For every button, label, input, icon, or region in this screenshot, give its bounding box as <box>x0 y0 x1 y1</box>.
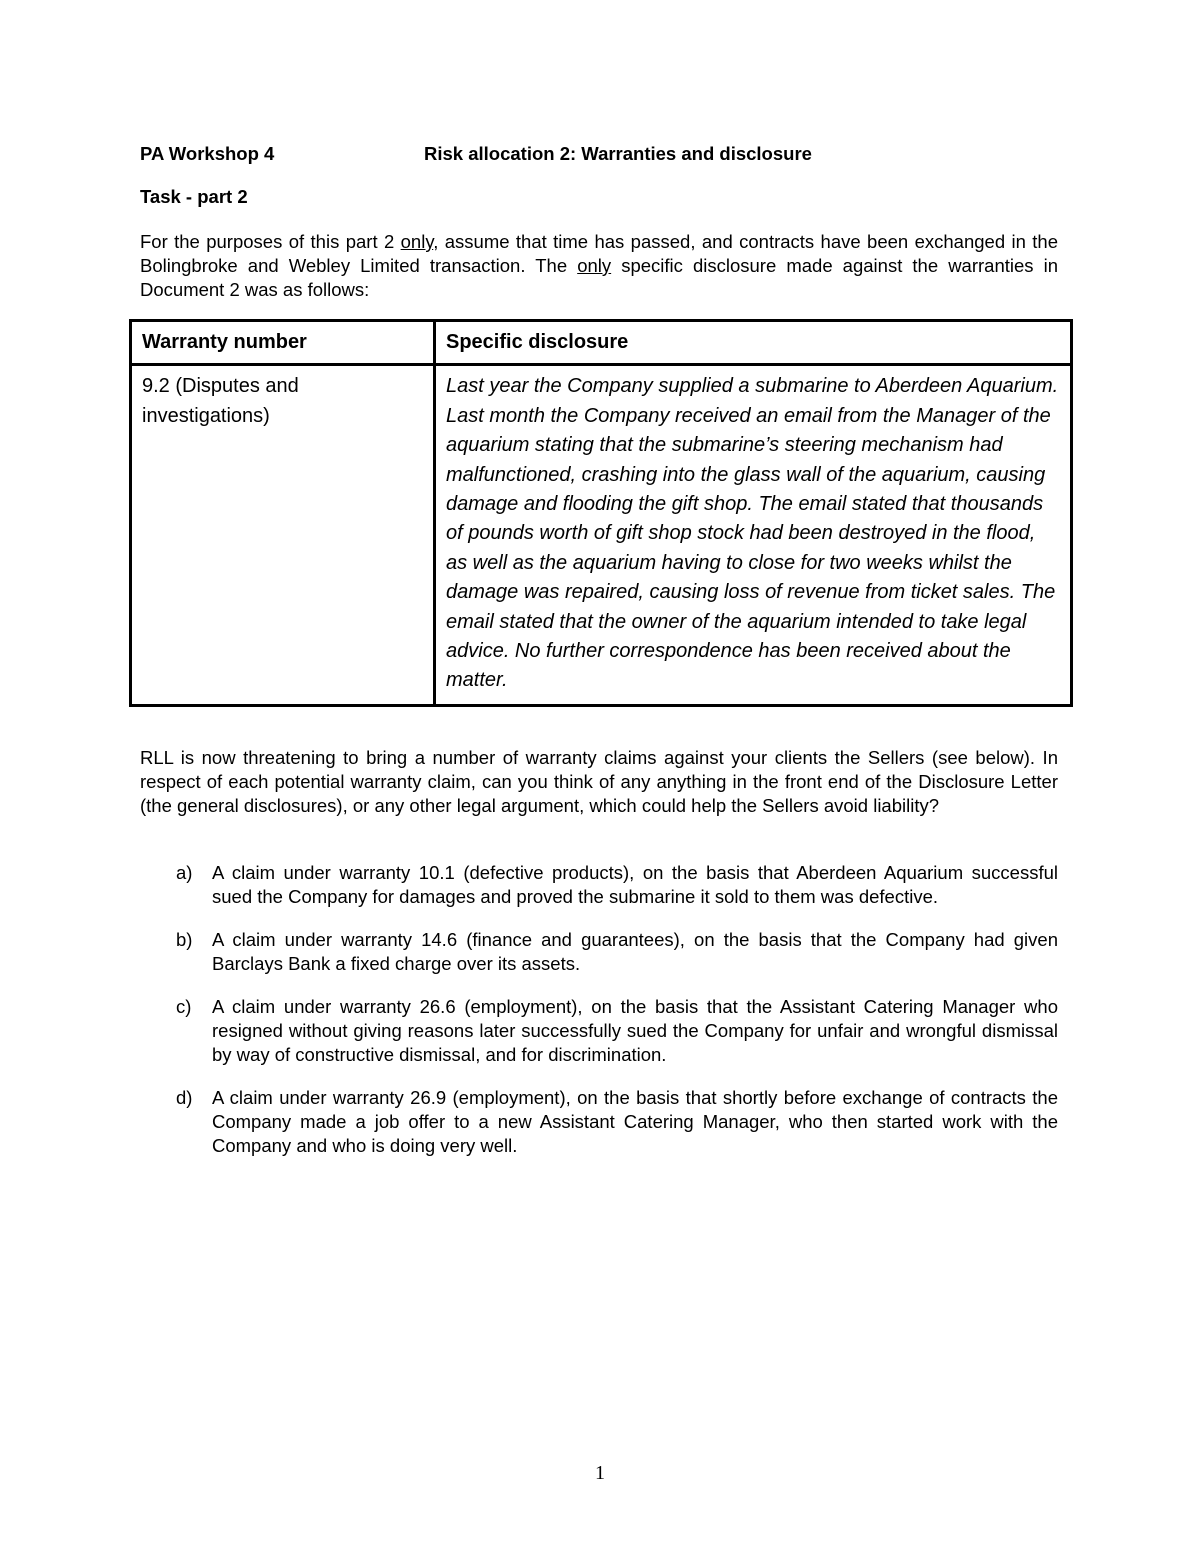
column-header-specific-disclosure: Specific disclosure <box>435 321 1072 365</box>
claims-list <box>140 861 1058 1177</box>
list-item-text: A claim under warranty 26.9 (employment), on the basis that shortly before exchange of contracts the Company made a job offer to a new Assistant Catering Manager, who then started work with the Company and who is doing very well. <box>212 1087 1058 1156</box>
list-item <box>140 1086 1058 1158</box>
disclosure-table <box>129 319 1073 707</box>
list-item-text: A claim under warranty 14.6 (finance and guarantees), on the basis that the Company had given Barclays Bank a fixed charge over its assets. <box>212 929 1058 974</box>
table-row <box>131 365 1072 705</box>
warranty-number-cell: 9.2 (Disputes and investigations) <box>131 365 435 705</box>
intro-underline-only-1: only <box>400 231 434 252</box>
list-item-text: A claim under warranty 10.1 (defective products), on the basis that Aberdeen Aquarium successful sued the Company for damages and proved the submarine it sold to them was defective. <box>212 862 1058 907</box>
task-heading: Task - part 2 <box>140 186 248 207</box>
page-number: 1 <box>595 1462 605 1484</box>
list-item-text: A claim under warranty 26.6 (employment), on the basis that the Assistant Catering Manager who resigned without giving reasons later successfully sued the Company for unfair and wrongful dismissal by way of constructive dismissal, and for discrimination. <box>212 996 1058 1065</box>
list-item-marker: a) <box>176 862 193 883</box>
intro-paragraph <box>140 230 1058 302</box>
list-item-marker: c) <box>176 996 192 1017</box>
column-header-warranty-number: Warranty number <box>131 321 435 365</box>
list-item <box>140 995 1058 1067</box>
table-header-row <box>131 321 1072 365</box>
intro-underline-only-2: only <box>577 255 612 276</box>
workshop-label: PA Workshop 4 <box>140 143 275 164</box>
intro-text-2: , assume that time has passed, and contracts have been exchanged in the Bolingbroke and Webley Limited transaction. The <box>140 231 1058 276</box>
document-header <box>140 143 1060 167</box>
specific-disclosure-cell: Last year the Company supplied a submarine to Aberdeen Aquarium. Last month the Company received an email from the Manager of the aquarium stating that the submarine’s steering mechanism had malfunctioned, crashing into the glass wall of the aquarium, causing damage and flooding the gift shop. The email stated that thousands of pounds worth of gift shop stock had been destroyed in the flood, as well as the aquarium having to close for two weeks whilst the damage was repaired, causing loss of revenue from ticket sales. The email stated that the owner of the aquarium intended to take legal advice. No further correspondence has been received about the matter. <box>435 365 1072 705</box>
intro-text-1: For the purposes of this part 2 <box>140 231 401 252</box>
list-item-marker: b) <box>176 929 193 950</box>
list-item <box>140 861 1058 909</box>
list-item <box>140 928 1058 976</box>
document-title: Risk allocation 2: Warranties and disclosure <box>424 143 812 164</box>
intro-text-3: specific disclosure made against the warranties in Document 2 was as follows: <box>140 255 1059 300</box>
rll-paragraph: RLL is now threatening to bring a number of warranty claims against your clients the Sellers (see below). In respect of each potential warranty claim, can you think of any anything in the front end of the Disclosure Letter (the general disclosures), or any other legal argument, which could help the Sellers avoid liability? <box>140 747 1058 816</box>
list-item-marker: d) <box>176 1087 193 1108</box>
